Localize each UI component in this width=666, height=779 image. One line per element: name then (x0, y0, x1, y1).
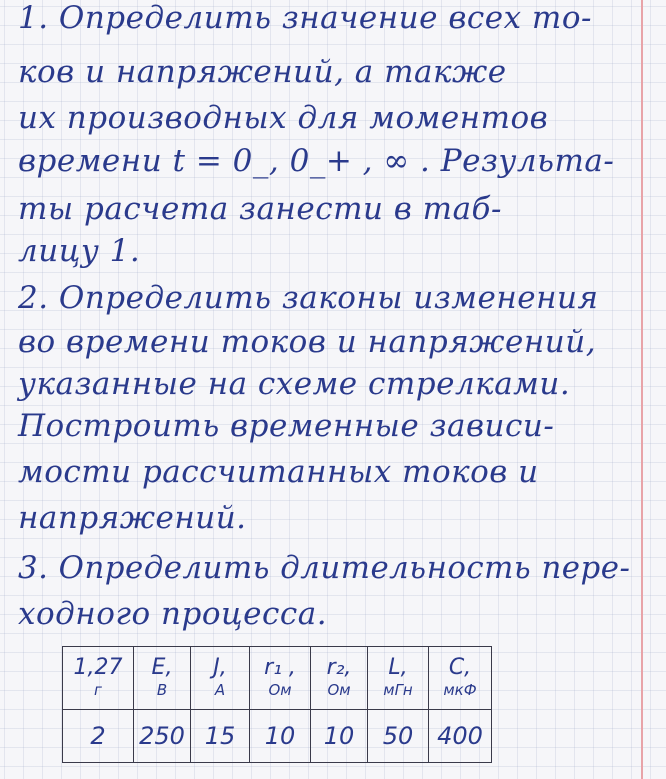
task-line-12: напряжений. (18, 500, 247, 536)
value-r1: 10 (250, 710, 311, 763)
header-cell-variant (63, 647, 134, 710)
header-variant-unit: г (94, 681, 102, 699)
task-line-5: ты расчета занести в таб- (18, 191, 502, 227)
header-j-unit: А (214, 681, 226, 699)
task-line-6: лицу 1. (18, 233, 141, 269)
header-cell-r2 (311, 647, 368, 710)
value-variant: 2 (63, 710, 134, 763)
header-r1-label: r₁ , (264, 655, 296, 680)
header-cell-e (134, 647, 191, 710)
header-cell-l (368, 647, 429, 710)
header-e-unit: В (156, 681, 168, 699)
task-line-14: ходного процесса. (18, 596, 328, 632)
task-line-7: 2. Определить законы изменения (18, 280, 599, 316)
task-line-2: ков и напряжений, а также (18, 54, 507, 90)
header-j-label: J, (213, 655, 227, 680)
header-r2-unit: Ом (327, 681, 351, 699)
header-r2-label: r₂, (326, 655, 352, 680)
header-l-unit: мГн (383, 681, 413, 699)
header-cell-c (429, 647, 492, 710)
header-variant-label: 1,27 (73, 655, 123, 680)
margin-line (641, 0, 643, 779)
header-l-label: L, (388, 655, 408, 680)
header-r1-unit: Ом (268, 681, 292, 699)
header-c-label: C, (448, 655, 472, 680)
header-cell-j (191, 647, 250, 710)
table-header-row (63, 647, 492, 710)
value-e: 250 (134, 710, 191, 763)
value-l: 50 (368, 710, 429, 763)
task-line-11: мости рассчитанных токов и (18, 454, 539, 490)
header-cell-r1 (250, 647, 311, 710)
task-line-13: 3. Определить длительность пере- (18, 550, 631, 586)
task-line-1: 1. Определить значение всех то- (18, 0, 592, 36)
value-j: 15 (191, 710, 250, 763)
task-line-8: во времени токов и напряжений, (18, 324, 597, 360)
value-r2: 10 (311, 710, 368, 763)
task-line-4: времени t = 0_, 0_+ , ∞ . Результа- (18, 143, 615, 179)
table-row (63, 710, 492, 763)
parameters-table (62, 646, 492, 763)
value-c: 400 (429, 710, 492, 763)
task-line-10: Построить временные зависи- (18, 408, 555, 444)
task-line-9: указанные на схеме стрелками. (18, 366, 571, 402)
header-e-label: E, (151, 655, 173, 680)
task-line-3: их производных для моментов (18, 100, 549, 136)
header-c-unit: мкФ (443, 681, 477, 699)
